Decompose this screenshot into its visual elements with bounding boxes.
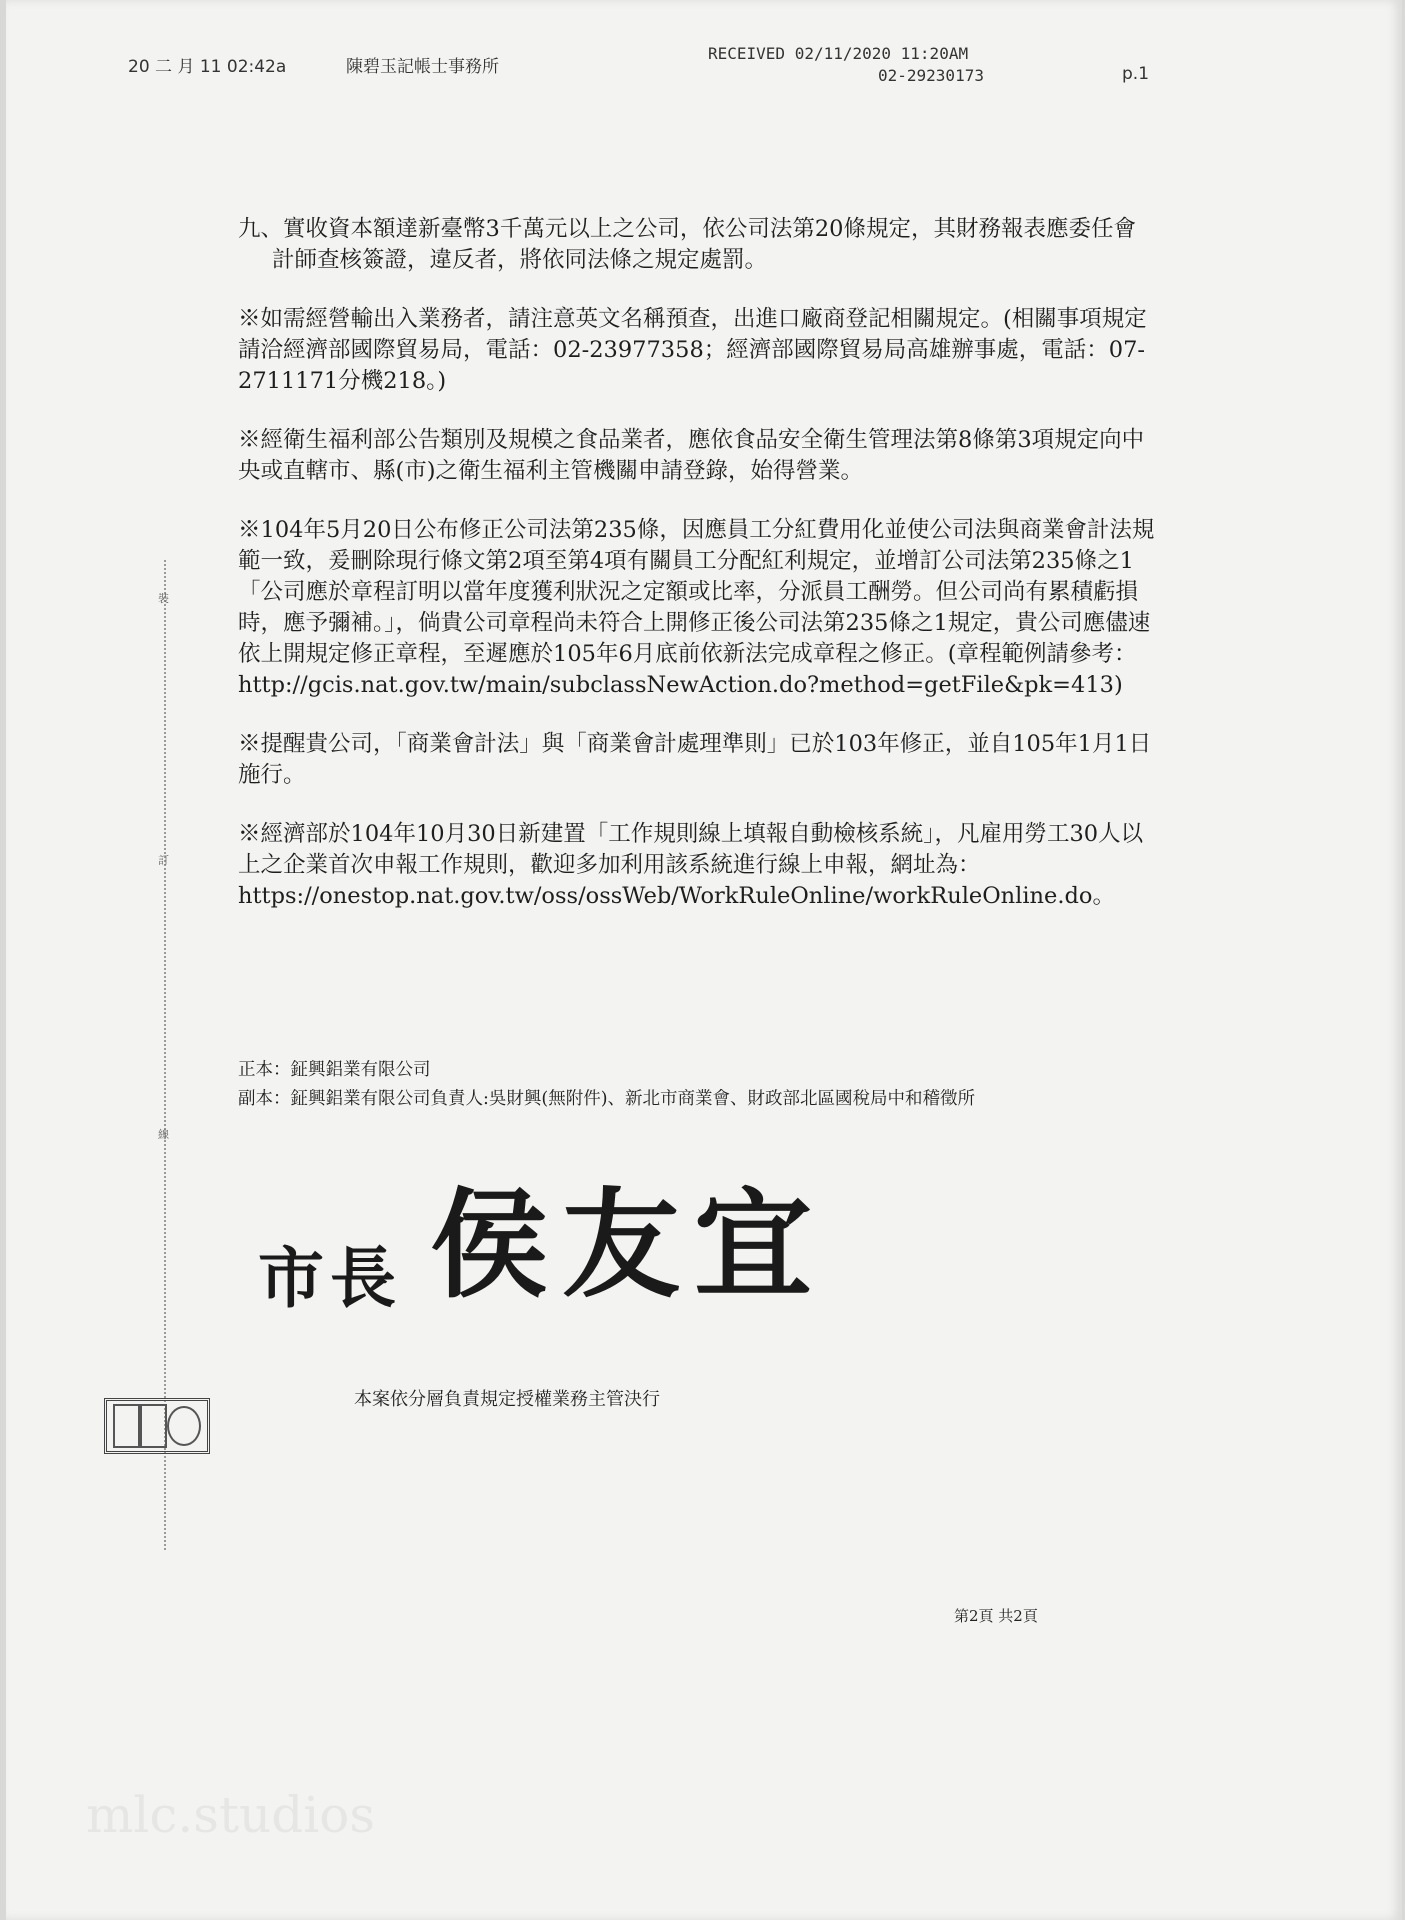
signature-name: 侯友宜 xyxy=(430,1175,827,1314)
fax-received: RECEIVED 02/11/2020 11:20AM xyxy=(708,44,969,63)
binding-mark-xian: 線 xyxy=(158,1128,169,1141)
fax-sender: 陳碧玉記帳士事務所 xyxy=(346,57,499,77)
signature-title: 市長 xyxy=(258,1239,402,1317)
page-number: 第2頁 共2頁 xyxy=(954,1607,1038,1625)
watermark: mlc.studios xyxy=(86,1786,376,1844)
copy-recipient-line xyxy=(238,1085,1178,1114)
paragraph-food-notice: ※經衛生福利部公告類別及規模之食品業者，應依食品安全衛生管理法第8條第3項規定向中央或直轄市、縣(市)之衛生福利主管機關申請登錄，始得營業。 xyxy=(238,427,1145,484)
copy-value: 鉦興鋁業有限公司負責人:吳財興(無附件)、新北市商業會、財政部北區國稅局中和稽徵所 xyxy=(290,1089,976,1109)
paragraph-accounting-notice: ※提醒貴公司，「商業會計法」與「商業會計處理準則」已於103年修正，並自105年1月1日施行。 xyxy=(238,731,1152,788)
binding-mark-ding: 訂 xyxy=(158,854,169,867)
official-seal-icon xyxy=(104,1398,210,1454)
original-value: 鉦興鋁業有限公司 xyxy=(290,1060,431,1080)
document-page xyxy=(6,0,1402,1920)
paragraph-work-rules-notice: ※經濟部於104年10月30日新建置「工作規則線上填報自動檢核系統」，凡雇用勞工30人以上之企業首次申報工作規則，歡迎多加利用該系統進行線上申報，網址為：https://onestop.nat.gov.tw/oss/ossWeb/WorkRuleOnline/workRuleOnline.do。 xyxy=(238,821,1144,909)
body-text xyxy=(238,214,1158,940)
paragraph-company-law-notice: ※104年5月20日公布修正公司法第235條，因應員工分紅費用化並使公司法與商業會計法規範一致，爰刪除現行條文第2項至第4項有關員工分配紅利規定，並增訂公司法第235條之1「公司應於章程訂明以當年度獲利狀況之定額或比率，分派員工酬勞。但公司尚有累積虧損時，應予彌補。」，倘貴公司章程尚未符合上開修正後公司法第235條之1規定，貴公司應儘速依上開規定修正章程，至遲應於105年6月底前依新法完成章程之修正。(章程範例請參考：http://gcis.nat.gov.tw/main/subclassNewAction.do?method=getFile&pk=413) xyxy=(238,517,1155,698)
delegation-note: 本案依分層負責規定授權業務主管決行 xyxy=(354,1389,660,1410)
binding-mark-zhuang: 裝 xyxy=(158,592,169,605)
fax-page: p.1 xyxy=(1122,64,1150,84)
fax-timestamp: 20 二 月 11 02:42a xyxy=(128,57,287,77)
original-recipient-line xyxy=(238,1056,1178,1085)
mayor-signature xyxy=(258,1170,826,1320)
fax-number: 02-29230173 xyxy=(878,66,984,85)
paragraph-item-9: 九、實收資本額達新臺幣3千萬元以上之公司，依公司法第20條規定，其財務報表應委任會計師查核簽證，違反者，將依同法條之規定處罰。 xyxy=(238,216,1136,273)
paragraph-trade-notice: ※如需經營輸出入業務者，請注意英文名稱預查，出進口廠商登記相關規定。(相關事項規定請洽經濟部國際貿易局，電話：02-23977358；經濟部國際貿易局高雄辦事處，電話：07-2711171分機218。) xyxy=(238,306,1147,394)
original-label: 正本： xyxy=(238,1060,291,1080)
recipients xyxy=(238,1056,1178,1114)
copy-label: 副本： xyxy=(238,1089,291,1109)
